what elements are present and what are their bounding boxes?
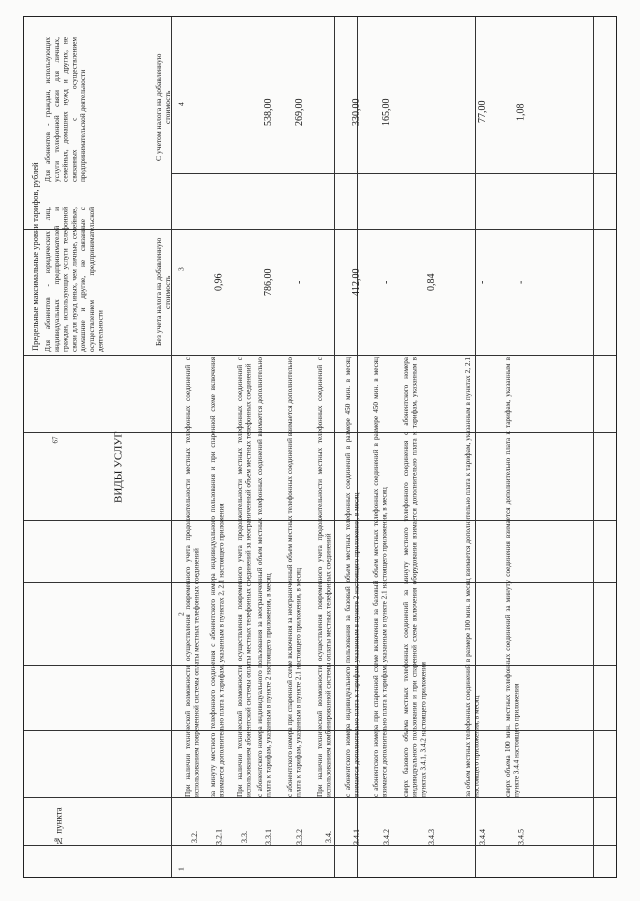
price-with-vat: 165,00 — [381, 98, 392, 126]
service-description: При наличии технической возможности осуществления повременного учета продолжительности местных телефонных соединений с использованием комбинированной системы оплаты местных телефонных соединений — [316, 357, 333, 797]
subgroup-a-header: Для абонентов - юридических лиц, индивидуальных предпринимателей и граждан, использующих услуги телефонной связи для нужд иных, чем личные, семейные, домашние и другие, не связанные с осуществлением предпринимательской деятельности — [43, 207, 105, 352]
price-with-vat: 269,00 — [294, 98, 305, 126]
service-description: за минуту местного телефонного соединения с абонентского номера индивидуального пользования и при спаренной схеме включения взимается дополнительно плата к тарифам, указанным в пунктах 2, 2.1 настоящего приложения — [209, 357, 226, 797]
col4-header: С учетом налога на добавленную стоимость — [153, 53, 172, 161]
price-without-vat: - — [381, 280, 392, 284]
price-group-header: Предельные максимальные уровни тарифов, рублей — [29, 162, 40, 352]
price-without-vat: - — [294, 280, 305, 284]
col3-header: Без учета налога на добавленную стоимость — [153, 237, 172, 347]
price-without-vat: - — [515, 280, 527, 284]
divider — [24, 797, 616, 798]
price-without-vat: 412,00 — [351, 268, 362, 296]
price-without-vat: 0,84 — [426, 273, 437, 291]
row-number: 3.4.2 — [382, 829, 392, 845]
service-description: с абонентского номера при спаренной схеме включения за неограниченный объем местных телефонных соединений взимается дополнительно плата к тарифам, указанным в пункте 2.1 настоящего приложения, в месяц — [286, 357, 303, 797]
price-without-vat: - — [477, 280, 488, 284]
price-without-vat: 786,00 — [263, 268, 274, 296]
divider — [171, 173, 616, 174]
row-number: 3.3. — [240, 831, 250, 843]
service-description: с абонентского номера индивидуального пользования за базовый объем местных телефонных соединений в размере 450 мин. в месяц взимается дополнительно плата к тарифам, указанным в пункте 2 настоящего приложения, в месяц — [344, 357, 361, 797]
row-number: 3.4.3 — [427, 829, 437, 845]
services-header: ВИДЫ УСЛУГ — [112, 431, 125, 503]
page-number: 67 — [51, 436, 60, 444]
row-number: 3.2. — [190, 831, 200, 843]
service-description: с абонентского номера индивидуального пользования за неограниченный объем местных телефонных соединений взимается дополнительно плата к тарифам, указанным в пункте 2 настоящего приложения, в месяц — [256, 357, 273, 797]
service-description: При наличии технической возможности осуществления повременного учета продолжительности местных телефонных соединений с использованием абонентской системы оплаты местных телефонных соединений за неограниченный объем местных телефонных соединений — [236, 357, 253, 797]
col-number: 3 — [176, 267, 186, 271]
service-description: сверх объема 100 мин. местных телефонных соединений за минуту соединения взимается дополнительно плата к тарифам, указанным в пункте 3.4.4 настоящего приложения — [504, 357, 521, 797]
col-number-header: № пункта — [53, 807, 64, 847]
row-number: 3.4.4 — [478, 829, 488, 845]
service-description: сверх базового объема местных телефонных соединений за минуту местного телефонного соединения с абонентского номера индивидуального пользования и при спаренной схеме включения оборудования взимается дополнительно плата к тарифам, указанным в пунктах 3.4.1, 3.4.2 настоящего приложения — [402, 357, 428, 797]
price-with-vat: 330,00 — [351, 98, 362, 126]
divider — [593, 17, 594, 877]
service-description: за объем местных телефонных соединений в размере 100 мин. в месяц взимается дополнительно плата к тарифам, указанным в пунктах 2, 2.1 настоящего приложения, в месяц — [464, 357, 481, 797]
subgroup-b-header: Для абонентов - граждан, использующих услуги телефонной связи для личных, семейных, домашних нужд и других, не связанных с осуществлением предпринимательской деятельности — [43, 37, 87, 182]
row-number: 3.2.1 — [214, 829, 224, 845]
price-with-vat: 1,08 — [515, 103, 527, 121]
row-number: 3.4.1 — [352, 829, 362, 845]
row-number: 3.4. — [324, 831, 334, 843]
row-number: 3.4.5 — [516, 829, 526, 845]
row-number: 3.3.1 — [264, 829, 274, 845]
col-number: 1 — [176, 867, 186, 871]
col-number: 4 — [176, 102, 186, 106]
col-number: 2 — [176, 612, 186, 616]
service-description: с абонентского номера при спаренной схеме включения за базовый объем местных телефонных соединений в размере 450 мин. в месяц взимается дополнительно плата к тарифам, указанным в пункте 2.1 настоящего приложения, в месяц — [372, 357, 389, 797]
price-with-vat: 77,00 — [477, 100, 488, 124]
price-without-vat: 0,96 — [213, 273, 225, 291]
tariff-table-page — [23, 16, 617, 878]
service-description: При наличии технической возможности осуществления повременного учета продолжительности местных телефонных соединений с использованием повременной системы оплаты местных телефонных соединений — [184, 357, 201, 797]
row-number: 3.3.2 — [295, 829, 305, 845]
price-with-vat: 538,00 — [263, 98, 274, 126]
